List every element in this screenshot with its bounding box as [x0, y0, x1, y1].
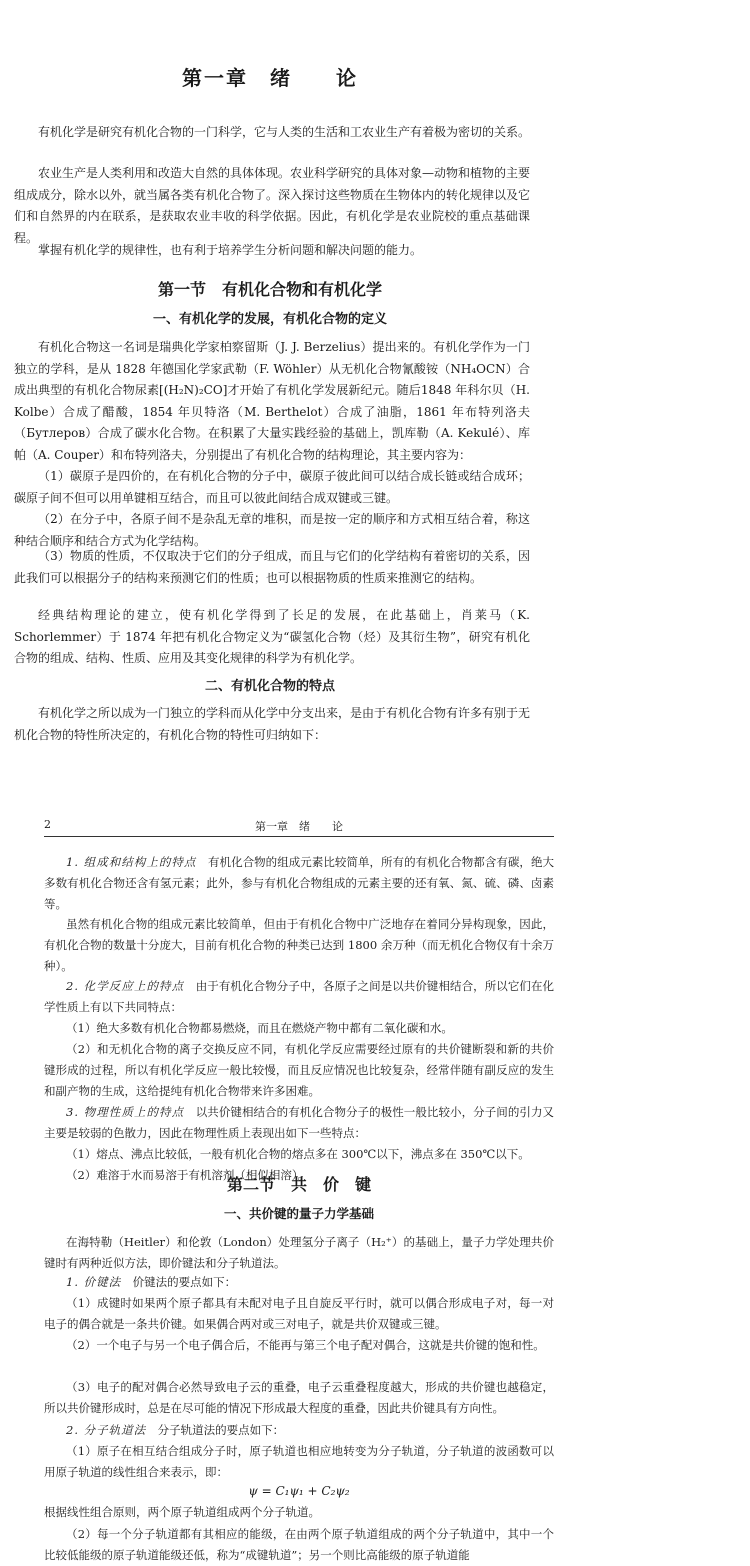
- list-item: （1）碳原子是四价的，在有机化合物的分子中，碳原子彼此间可以结合成长链或结合成环；碳原子间不但可以用单键相互结合，而且可以彼此间结合成双键或三键。: [14, 469, 530, 505]
- list-item: （1）绝大多数有机化合物都易燃烧，而且在燃烧产物中都有二氧化碳和水。: [66, 1021, 453, 1035]
- body-paragraph: 有机化合物这一名词是瑞典化学家柏察留斯（J. J. Berzelius）提出来的。有机化学作为一门独立的学科，是从 1828 年德国化学家武勒（F. Wöhler）从无机化合物氰酸铵（NH₄OCN）合成出典型的有机化合物尿素[(H₂N)₂CO]才开始了有机化学发展新纪元。随后1848 年科尔贝（H. Kolbe）合成了醋酸，1854 年贝特洛（M. Berthelot）合成了油脂，1861 年布特列洛夫（Бутлеров）合成了碳水化合物。在积累了大量实践经验的基础上，凯库勒（A. Kekulé）、库帕（A. Couper）和布特列洛夫，分别提出了有机化合物的结构理论，其主要内容为：: [14, 340, 530, 462]
- method-heading: [44, 1420, 554, 1441]
- method-lead: 1. 价键法: [66, 1275, 122, 1289]
- list-item: （3）物质的性质，不仅取决于它们的分子组成，而且与它们的化学结构有着密切的关系，因此我们可以根据分子的结构来预测它们的性质；也可以根据物质的性质来推测它的结构。: [14, 549, 530, 585]
- list-item: （1）成键时如果两个原子都具有未配对电子且自旋反平行时，就可以偶合形成电子对，每一对电子的偶合就是一条共价键。如果偶合两对或三对电子，就是共价双键或三键。: [44, 1296, 554, 1331]
- intro-paragraph: 农业生产是人类利用和改造大自然的具体体现。农业科学研究的具体对象—动物和植物的主要组成成分，除水以外，就当属各类有机化合物了。深入探讨这些物质在生物体内的转化规律以及它们和自然界的内在联系，是获取农业丰收的科学依据。因此，有机化学是农业院校的重点基础课程。: [14, 166, 531, 245]
- subsection-title: 二、有机化合物的特点: [204, 679, 335, 694]
- body-paragraph: 虽然有机化合物的组成元素比较简单，但由于有机化合物中广泛地存在着同分异构现象，因此，有机化合物的数量十分庞大，目前有机化合物的种类已达到 1800 余万种（而无机化合物仅有十余万种）。: [44, 917, 554, 973]
- subsection-title: 一、有机化学的发展，有机化合物的定义: [152, 312, 387, 327]
- body-paragraph: 有机化学之所以成为一门独立的学科而从化学中分支出来，是由于有机化合物有许多有别于无机化合物的特性所决定的，有机化合物的特性可归纳如下：: [14, 706, 531, 742]
- feature-paragraph: [44, 1102, 554, 1144]
- feature-paragraph: [44, 852, 554, 914]
- list-item: （2）一个电子与另一个电子偶合后，不能再与第三个电子配对偶合，这就是共价键的饱和性。: [66, 1338, 545, 1352]
- header-rule: [44, 836, 554, 837]
- running-header-title: 第一章 绪 论: [255, 820, 343, 833]
- intro-paragraph: 有机化学是研究有机化合物的一门科学，它与人类的生活和工农业生产有着极为密切的关系。: [38, 125, 531, 139]
- point-lead: 2. 化学反应上的特点: [66, 979, 185, 993]
- list-item: （2）难溶于水而易溶于有机溶剂（相似相溶）。: [66, 1168, 310, 1182]
- intro-paragraph: 掌握有机化学的规律性，也有利于培养学生分析问题和解决问题的能力。: [38, 243, 423, 257]
- point-text: 以共价键相结合的有机化合物分子的极性一般比较小，分子间的引力又主要是较弱的色散力，因此在物理性质上表现出如下一些特点：: [44, 1105, 555, 1140]
- list-item: （2）在分子中，各原子间不是杂乱无章的堆积，而是按一定的顺序和方式相互结合着，称这种结合顺序和结合方式为化学结构。: [14, 512, 530, 548]
- method-lead: 2. 分子轨道法: [66, 1423, 147, 1437]
- subsection-title: 一、共价键的量子力学基础: [223, 1206, 374, 1221]
- list-item: （2）和无机化合物的离子交换反应不同，有机化学反应需要经过原有的共价键断裂和新的共价键形成的过程，所以有机化学反应一般比较慢，而且反应情况也比较复杂，经常伴随有副反应的发生和副产物的生成，这给提纯有机化合物带来许多困难。: [44, 1042, 554, 1098]
- list-item: （1）原子在相互结合组成分子时，原子轨道也相应地转变为分子轨道，分子轨道的波函数可以用原子轨道的线性组合来表示，即：: [44, 1444, 554, 1479]
- method-text: 价键法的要点如下：: [132, 1275, 237, 1289]
- point-text: 由于有机化合物分子中，各原子之间是以共价键相结合，所以它们在化学性质上有以下共同特点：: [44, 979, 555, 1014]
- section-title: 第二节 共 价 键: [226, 1175, 371, 1194]
- feature-paragraph: [44, 976, 554, 1018]
- method-text: 分子轨道法的要点如下：: [157, 1423, 285, 1437]
- section-title: 第一节 有机化合物和有机化学: [157, 280, 382, 299]
- chapter-title: 第一章 绪 论: [182, 66, 358, 90]
- point-text: 有机化合物的组成元素比较简单，所有的有机化合物都含有碳，绝大多数有机化合物还含有氢元素；此外，参与有机化合物组成的元素主要的还有氧、氮、硫、磷、卤素等。: [44, 855, 554, 911]
- point-lead: 1. 组成和结构上的特点: [66, 855, 197, 869]
- list-item: （2）每一个分子轨道都有其相应的能级，在由两个原子轨道组成的两个分子轨道中，其中一个比较低能级的原子轨道能级还低，称为“成键轨道”；另一个则比高能级的原子轨道能: [44, 1527, 554, 1562]
- list-item: （3）电子的配对偶合必然导致电子云的重叠，电子云重叠程度越大，形成的共价键也越稳定，所以共价键形成时，总是在尽可能的情况下形成最大程度的重叠，因此共价键具有方向性。: [44, 1380, 554, 1415]
- body-paragraph: 在海特勒（Heitler）和伦敦（London）处理氢分子离子（H₂⁺）的基础上，量子力学处理共价键时有两种近似方法，即价键法和分子轨道法。: [44, 1235, 554, 1270]
- running-header: [44, 812, 554, 836]
- textbook-page-2: [0, 812, 750, 1562]
- point-lead: 3. 物理性质上的特点: [66, 1105, 185, 1119]
- formula: ψ = C₁ψ₁ + C₂ψ₂: [248, 1484, 350, 1498]
- page-number: 2: [44, 818, 51, 831]
- body-paragraph: 根据线性组合原则，两个原子轨道组成两个分子轨道。: [44, 1505, 320, 1519]
- body-paragraph: 经典结构理论的建立，使有机化学得到了长足的发展，在此基础上，肖莱马（K. Schorlemmer）于 1874 年把有机化合物定义为“碳氢化合物（烃）及其衍生物”，研究有机化合物的组成、结构、性质、应用及其变化规律的科学为有机化学。: [14, 608, 530, 665]
- list-item: （1）熔点、沸点比较低，一般有机化合物的熔点多在 300℃以下，沸点多在 350℃以下。: [66, 1147, 530, 1161]
- method-heading: [44, 1272, 554, 1293]
